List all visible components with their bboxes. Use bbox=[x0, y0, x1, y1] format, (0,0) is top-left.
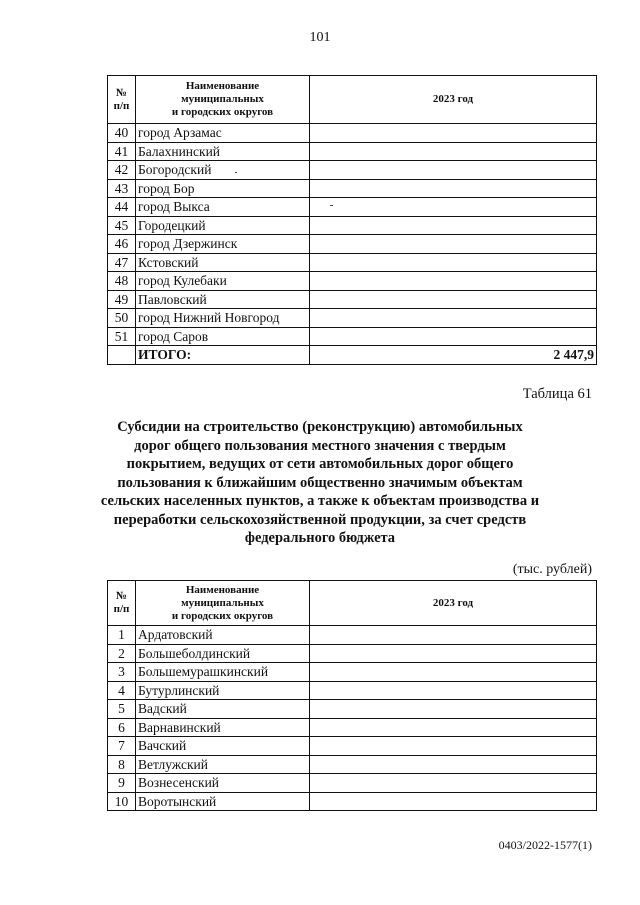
table-row bbox=[108, 718, 597, 737]
table-row bbox=[108, 216, 597, 235]
row-name: Богородский bbox=[136, 161, 310, 180]
header-name: Наименование муниципальных и городских округов bbox=[136, 76, 310, 124]
total-label: ИТОГО: bbox=[136, 346, 310, 365]
row-number: 41 bbox=[108, 142, 136, 161]
table-row bbox=[108, 290, 597, 309]
table-row bbox=[108, 235, 597, 254]
header-year: 2023 год bbox=[310, 581, 597, 626]
row-value bbox=[310, 179, 597, 198]
row-value bbox=[310, 626, 597, 645]
row-value bbox=[310, 161, 597, 180]
row-name: Вознесенский bbox=[136, 774, 310, 793]
row-number: 47 bbox=[108, 253, 136, 272]
row-number: 50 bbox=[108, 309, 136, 328]
row-value bbox=[310, 755, 597, 774]
scan-speck bbox=[235, 172, 237, 173]
row-value bbox=[310, 216, 597, 235]
page-number: 101 bbox=[309, 30, 331, 45]
table-header-row bbox=[108, 581, 597, 626]
row-number: 46 bbox=[108, 235, 136, 254]
row-value bbox=[310, 774, 597, 793]
header-num: № п/п bbox=[108, 76, 136, 124]
row-value bbox=[310, 327, 597, 346]
row-value bbox=[310, 792, 597, 811]
table-header-row bbox=[108, 76, 597, 124]
document-code: 0403/2022-1577(1) bbox=[498, 838, 592, 852]
total-value: 2 447,9 bbox=[310, 346, 597, 365]
table-row bbox=[108, 124, 597, 143]
row-value bbox=[310, 272, 597, 291]
row-name: Большемурашкинский bbox=[136, 663, 310, 682]
row-name: Балахнинский bbox=[136, 142, 310, 161]
header-year: 2023 год bbox=[310, 76, 597, 124]
row-name: Павловский bbox=[136, 290, 310, 309]
row-name: Кстовский bbox=[136, 253, 310, 272]
header-name: Наименование муниципальных и городских округов bbox=[136, 581, 310, 626]
row-number: 5 bbox=[108, 700, 136, 719]
row-number: 40 bbox=[108, 124, 136, 143]
table-row bbox=[108, 327, 597, 346]
row-number: 8 bbox=[108, 755, 136, 774]
total-row bbox=[108, 346, 597, 365]
row-value bbox=[310, 681, 597, 700]
row-value bbox=[310, 235, 597, 254]
row-value bbox=[310, 700, 597, 719]
table-row bbox=[108, 626, 597, 645]
row-number: 4 bbox=[108, 681, 136, 700]
row-value bbox=[310, 309, 597, 328]
table-61 bbox=[107, 580, 597, 811]
row-value bbox=[310, 253, 597, 272]
row-name: город Нижний Новгород bbox=[136, 309, 310, 328]
row-value bbox=[310, 290, 597, 309]
table-row bbox=[108, 179, 597, 198]
table-row bbox=[108, 253, 597, 272]
row-number: 42 bbox=[108, 161, 136, 180]
row-name: Вачский bbox=[136, 737, 310, 756]
row-name: город Арзамас bbox=[136, 124, 310, 143]
row-number: 1 bbox=[108, 626, 136, 645]
row-name: город Кулебаки bbox=[136, 272, 310, 291]
row-name: город Саров bbox=[136, 327, 310, 346]
header-num: № п/п bbox=[108, 581, 136, 626]
units-label: (тыс. рублей) bbox=[512, 562, 592, 577]
table-row bbox=[108, 663, 597, 682]
table-row bbox=[108, 272, 597, 291]
row-number: 51 bbox=[108, 327, 136, 346]
table-row bbox=[108, 774, 597, 793]
table-row bbox=[108, 700, 597, 719]
row-name: Ардатовский bbox=[136, 626, 310, 645]
row-name: город Бор bbox=[136, 179, 310, 198]
table-title: Субсидии на строительство (реконструкцию) автомобильных дорог общего пользования местного значения с твердым покрытием, ведущих от сети автомобильных дорог общего пользования к ближайшим общественно значимым объектам сельских населенных пунктов, а также к объектам производства и переработки сельскохозяйственной продукции, за счет средств федерального бюджета bbox=[100, 419, 540, 546]
row-name: Ветлужский bbox=[136, 755, 310, 774]
table-row bbox=[108, 792, 597, 811]
row-value bbox=[310, 663, 597, 682]
row-number: 3 bbox=[108, 663, 136, 682]
row-number: 48 bbox=[108, 272, 136, 291]
row-value bbox=[310, 718, 597, 737]
row-name: Бутурлинский bbox=[136, 681, 310, 700]
row-name: Воротынский bbox=[136, 792, 310, 811]
row-number: 43 bbox=[108, 179, 136, 198]
table-row bbox=[108, 755, 597, 774]
table-row bbox=[108, 644, 597, 663]
row-name: Вадский bbox=[136, 700, 310, 719]
row-value bbox=[310, 142, 597, 161]
row-number: 10 bbox=[108, 792, 136, 811]
row-number: 49 bbox=[108, 290, 136, 309]
row-number: 2 bbox=[108, 644, 136, 663]
row-number: 45 bbox=[108, 216, 136, 235]
table-row bbox=[108, 198, 597, 217]
row-number: 7 bbox=[108, 737, 136, 756]
row-number: 9 bbox=[108, 774, 136, 793]
row-name: город Дзержинск bbox=[136, 235, 310, 254]
table-row bbox=[108, 142, 597, 161]
total-empty-cell bbox=[108, 346, 136, 365]
row-name: Большеболдинский bbox=[136, 644, 310, 663]
row-name: Варнавинский bbox=[136, 718, 310, 737]
row-value bbox=[310, 124, 597, 143]
table-row bbox=[108, 161, 597, 180]
table-number-label: Таблица 61 bbox=[522, 386, 592, 402]
row-value bbox=[310, 737, 597, 756]
row-name: Городецкий bbox=[136, 216, 310, 235]
table-continued bbox=[107, 75, 597, 365]
table-row bbox=[108, 681, 597, 700]
row-number: 44 bbox=[108, 198, 136, 217]
row-value bbox=[310, 198, 597, 217]
row-value bbox=[310, 644, 597, 663]
scan-speck bbox=[330, 205, 333, 206]
row-number: 6 bbox=[108, 718, 136, 737]
table-row bbox=[108, 737, 597, 756]
table-row bbox=[108, 309, 597, 328]
row-name: город Выкса bbox=[136, 198, 310, 217]
